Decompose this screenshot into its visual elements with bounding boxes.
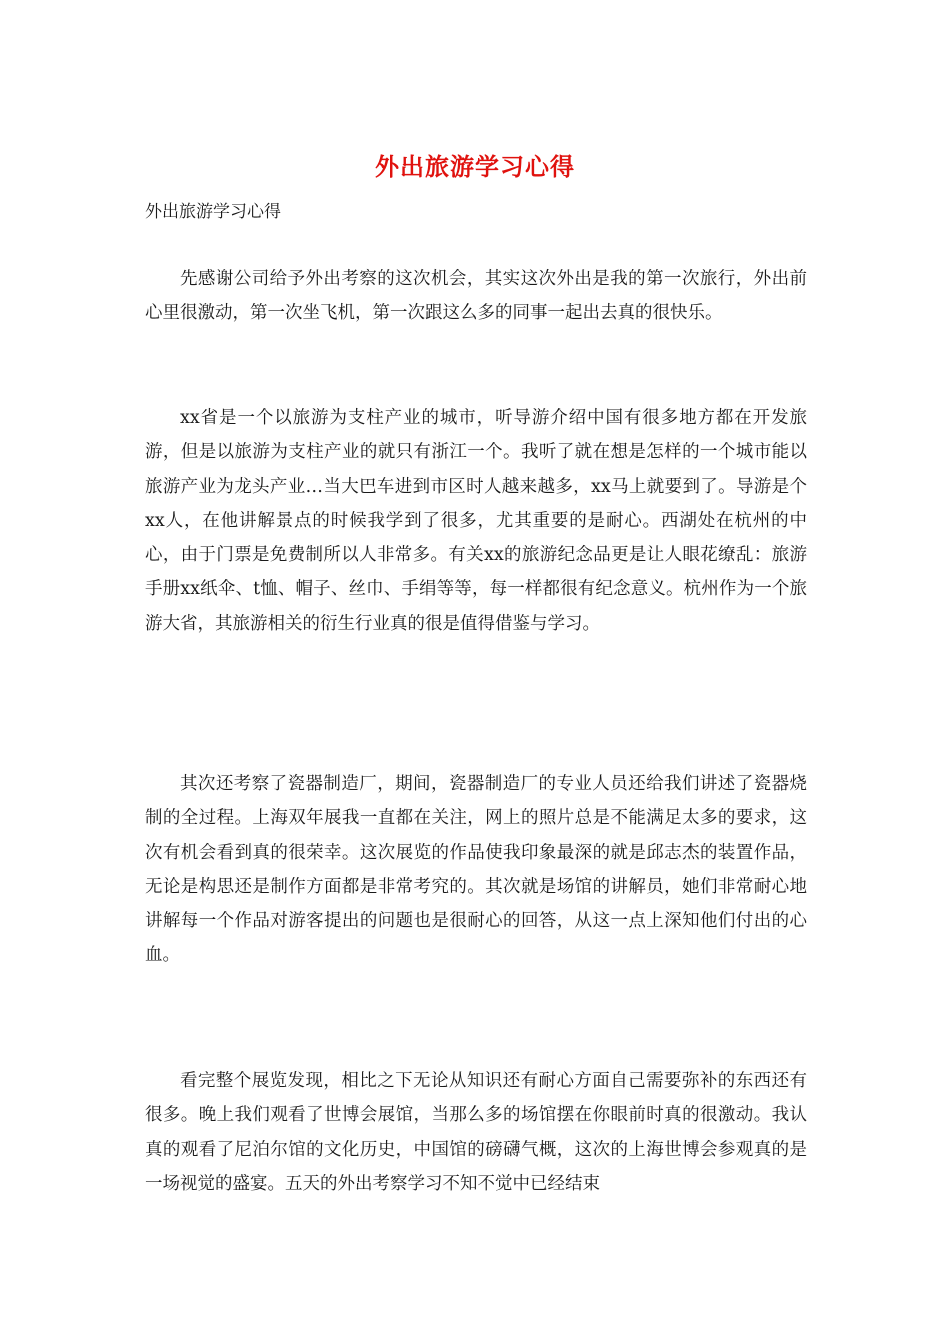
paragraph: xx省是一个以旅游为支柱产业的城市，听导游介绍中国有很多地方都在开发旅游，但是以旅游为支柱产业的就只有浙江一个。我听了就在想是怎样的一个城市能以旅游产业为龙头产业…当大巴车进到市区时人越来越多，xx马上就要到了。导游是个xx人，在他讲解景点的时候我学到了很多，尤其重要的是耐心。西湖处在杭州的中心，由于门票是免费制所以人非常多。有关xx的旅游纪念品更是让人眼花缭乱：旅游手册xx纸伞、t恤、帽子、丝巾、手绢等等，每一样都很有纪念意义。杭州作为一个旅游大省，其旅游相关的衍生行业真的很是值得借鉴与学习。 [145, 408, 807, 634]
paragraph: 其次还考察了瓷器制造厂，期间，瓷器制造厂的专业人员还给我们讲述了瓷器烧制的全过程。上海双年展我一直都在关注，网上的照片总是不能满足太多的要求，这次有机会看到真的很荣幸。这次展览的作品使我印象最深的就是邱志杰的装置作品，无论是构思还是制作方面都是非常考究的。其次就是场馆的讲解员，她们非常耐心地讲解每一个作品对游客提出的问题也是很耐心的回答，从这一点上深知他们付出的心血。 [145, 774, 807, 966]
paragraph: 看完整个展览发现，相比之下无论从知识还有耐心方面自己需要弥补的东西还有很多。晚上我们观看了世博会展馆，当那么多的场馆摆在你眼前时真的很激动。我认真的观看了尼泊尔馆的文化历史，中国馆的磅礴气概，这次的上海世博会参观真的是一场视觉的盛宴。五天的外出考察学习不知不觉中已经结束 [145, 1071, 807, 1194]
document-subtitle: 外出旅游学习心得 [145, 202, 281, 222]
document-title: 外出旅游学习心得 [375, 152, 575, 181]
paragraph: 先感谢公司给予外出考察的这次机会，其实这次外出是我的第一次旅行，外出前心里很激动，第一次坐飞机，第一次跟这么多的同事一起出去真的很快乐。 [145, 269, 807, 324]
